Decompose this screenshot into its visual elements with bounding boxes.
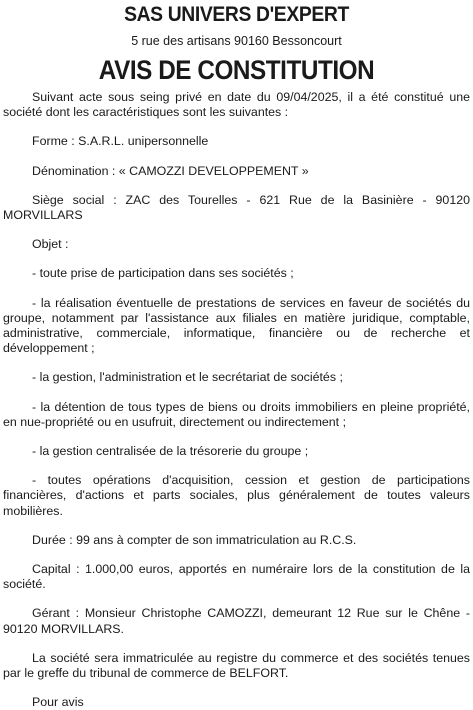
intro-paragraph: Suivant acte sous seing privé en date du 09/04/2025, il a été constitué une société dont les caractéristiques sont les suivantes : — [3, 90, 470, 120]
purpose-item: - la gestion, l'administration et le secrétariat de sociétés ; — [32, 370, 343, 385]
purpose-heading: Objet : — [32, 237, 69, 252]
closing-paragraph: Pour avis — [32, 695, 84, 710]
company-address: 5 rue des artisans 90160 Bessoncourt — [131, 34, 342, 48]
notice-title: AVIS DE CONSTITUTION — [98, 55, 375, 85]
notice-body — [3, 90, 470, 710]
duration-paragraph: Durée : 99 ans à compter de son immatriculation au R.C.S. — [32, 532, 357, 547]
registration-paragraph: La société sera immatriculée au registre du commerce et des sociétés tenues par le greffe du tribunal de commerce de BELFORT. — [3, 650, 470, 681]
registered-office-paragraph: Siège social : ZAC des Tourelles - 621 Rue de la Basinière - 90120 MORVILLARS — [3, 192, 470, 223]
purpose-item: - toutes opérations d'acquisition, cession et gestion de participations financières, d'actions et parts sociales, plus généralement de toutes valeurs mobilières. — [3, 473, 470, 518]
legal-notice-page — [0, 2, 473, 710]
manager-paragraph: Gérant : Monsieur Christophe CAMOZZI, demeurant 12 Rue sur le Chêne - 90120 MORVILLARS. — [3, 606, 470, 636]
purpose-item: - la gestion centralisée de la trésorerie du groupe ; — [32, 444, 309, 459]
company-name: SAS UNIVERS D'EXPERT — [124, 3, 349, 26]
purpose-item: - la détention de tous types de biens ou droits immobiliers en pleine propriété, en nue-propriété ou en usufruit, directement ou indirectement ; — [3, 399, 470, 429]
form-paragraph: Forme : S.A.R.L. unipersonnelle — [32, 134, 209, 149]
purpose-item: - toute prise de participation dans ses sociétés ; — [32, 266, 294, 281]
name-paragraph: Dénomination : « CAMOZZI DEVELOPPEMENT » — [32, 163, 309, 178]
purpose-item: - la réalisation éventuelle de prestations de services en faveur de sociétés du groupe, notamment par l'assistance aux filiales en matière juridique, comptable, administrative, commerciale, informatique, financière ou de recherche et développement ; — [3, 295, 470, 356]
capital-paragraph: Capital : 1.000,00 euros, apportés en numéraire lors de la constitution de la société. — [3, 562, 470, 592]
